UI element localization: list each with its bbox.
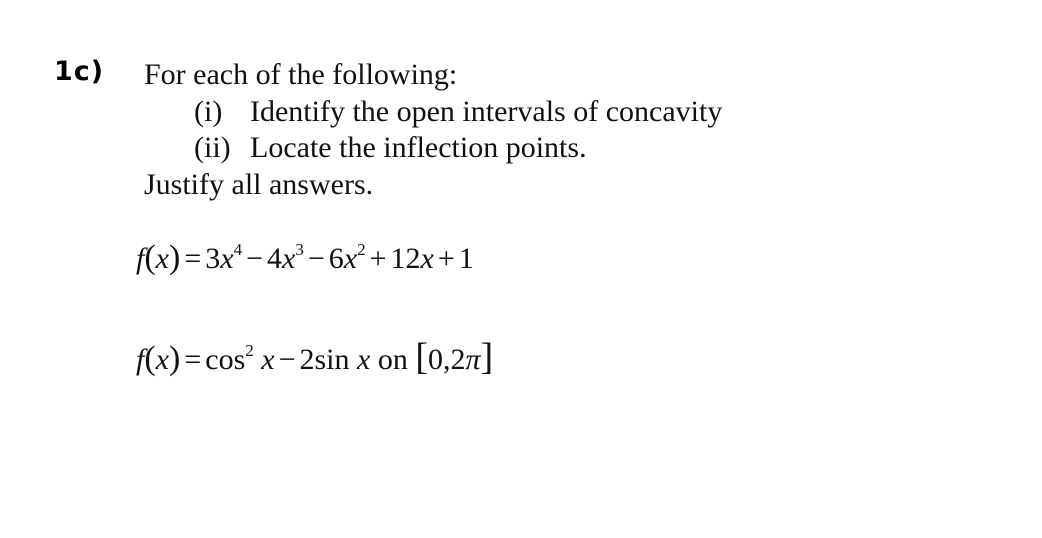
instruction-item-1 xyxy=(194,95,722,129)
formula-1: $f(x) = 3x^4 - 4x^3 - 6x^2 + 12x + 1$ xyxy=(136,239,474,276)
instruction-item-1-number: (i) xyxy=(194,95,223,128)
instruction-item-1-text: Identify the open intervals of concavity xyxy=(250,95,723,128)
instruction-item-2 xyxy=(194,131,587,165)
instructions-closing: Justify all answers. xyxy=(144,168,374,201)
instructions-intro: For each of the following: xyxy=(144,58,458,91)
formula-2: $f(x) = \cos^2 x - 2\sin$ x on [0,2π] xyxy=(136,336,494,378)
instruction-item-2-number: (ii) xyxy=(194,131,231,164)
problem-label: 1c) xyxy=(54,56,105,87)
instruction-item-2-text: Locate the inflection points. xyxy=(250,131,587,164)
